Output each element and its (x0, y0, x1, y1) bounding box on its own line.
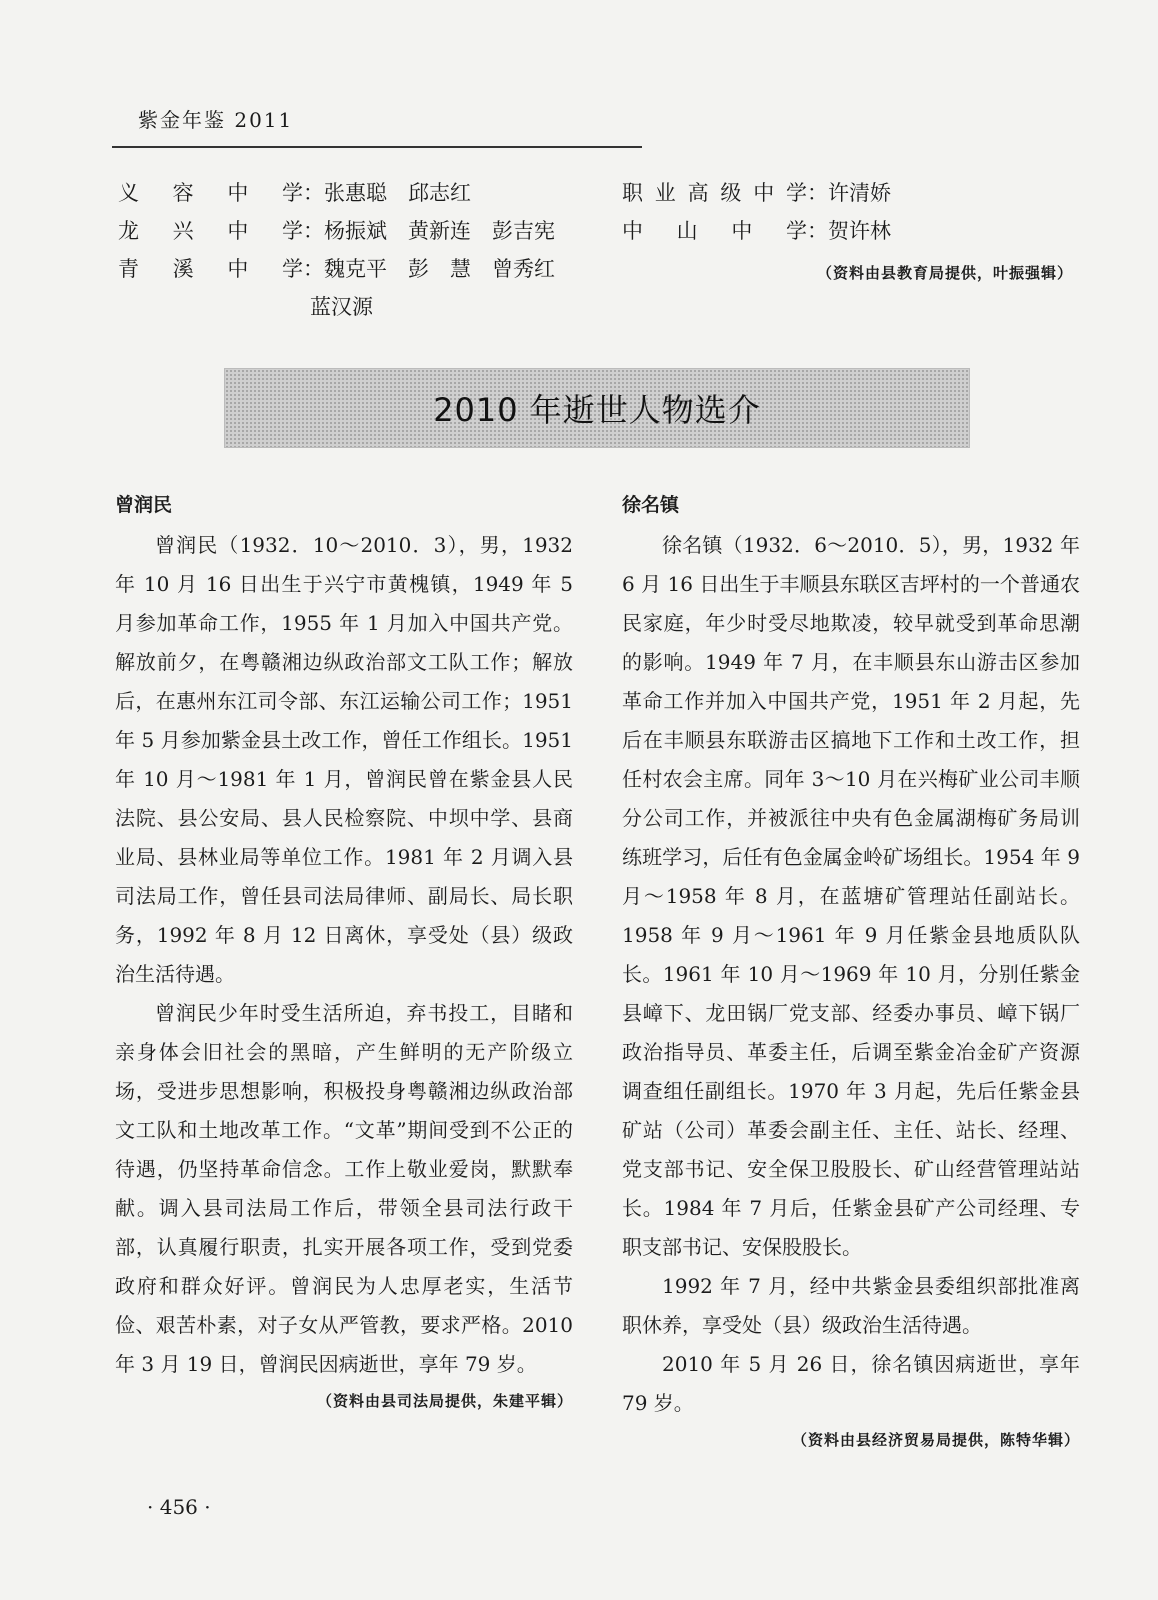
school-row (118, 177, 471, 207)
body-paragraph: 2010 年 5 月 26 日，徐名镇因病逝世，享年 79 岁。 (622, 1352, 1080, 1415)
section-banner (224, 368, 970, 448)
school-row (118, 215, 555, 245)
teacher-names: ：魏克平 彭 慧 曾秀红 (303, 257, 555, 281)
school-name: 青溪中学 (118, 257, 303, 281)
teacher-names: ：贺许林 (807, 219, 891, 243)
source-credit: （资料由县司法局提供，朱建平辑） (316, 1392, 573, 1410)
teacher-names: ：许清娇 (807, 181, 891, 205)
teacher-names: ：张惠聪 邱志红 (303, 181, 471, 205)
school-row-continuation (310, 291, 373, 321)
body-paragraph: 曾润民少年时受生活所迫，弃书投工，目睹和亲身体会旧社会的黑暗，产生鲜明的无产阶级立场，受进步思想影响，积极投身粤赣湘边纵政治部文工队和土地改革工作。“文革”期间受到不公正的待遇，仍坚持革命信念。工作上敬业爱岗，默默奉献。调入县司法局工作后，带领全县司法行政干部，认真履行职责，扎实开展各项工作，受到党委政府和群众好评。曾润民为人忠厚老实，生活节俭、艰苦朴素，对子女从严管教，要求严格。2010 年 3 月 19 日，曾润民因病逝世，享年 79 岁。 (115, 1001, 573, 1376)
person-name: 曾润民 (115, 494, 173, 516)
obituary-right (622, 490, 1080, 1450)
school-name: 义容中学 (118, 181, 303, 205)
teacher-names: 蓝汉源 (310, 295, 373, 319)
school-name: 职业高级中学 (622, 181, 807, 205)
source-credit: （资料由县教育局提供，叶振强辑） (816, 264, 1073, 282)
teacher-names: ：杨振斌 黄新连 彭吉宪 (303, 219, 555, 243)
page-number: · 456 · (147, 1495, 211, 1519)
school-name: 中山中学 (622, 219, 807, 243)
running-head: 紫金年鉴 2011 (138, 108, 294, 132)
school-name: 龙兴中学 (118, 219, 303, 243)
school-row (622, 177, 891, 207)
body-paragraph: 1992 年 7 月，经中共紫金县委组织部批准离职休养，享受处（县）级政治生活待遇。 (622, 1274, 1080, 1337)
person-name: 徐名镇 (622, 494, 680, 516)
school-row (118, 253, 555, 283)
section-title: 2010 年逝世人物选介 (433, 391, 761, 429)
school-row (622, 215, 891, 245)
obituary-left (115, 490, 573, 1411)
body-paragraph: 曾润民（1932．10～2010．3），男，1932 年 10 月 16 日出生于兴宁市黄槐镇，1949 年 5 月参加革命工作，1955 年 1 月加入中国共产党。解放前夕，在粤赣湘边纵政治部文工队工作；解放后，在惠州东江司令部、东江运输公司工作；1951 年 5 月参加紫金县土改工作，曾任工作组长。1951 年 10 月～1981 年 1 月，曾润民曾在紫金县人民法院、县公安局、县人民检察院、中坝中学、县商业局、县林业局等单位工作。1981 年 2 月调入县司法局工作，曾任县司法局律师、副局长、局长职务，1992 年 8 月 12 日离休，享受处（县）级政治生活待遇。 (115, 533, 573, 986)
source-credit: （资料由县经济贸易局提供，陈特华辑） (791, 1431, 1080, 1449)
header-rule (112, 146, 642, 148)
body-paragraph: 徐名镇（1932．6～2010．5），男，1932 年 6 月 16 日出生于丰顺县东联区吉坪村的一个普通农民家庭，年少时受尽地欺凌，较早就受到革命思潮的影响。1949 年 7 月，在丰顺县东山游击区参加革命工作并加入中国共产党，1951 年 2 月起，先后在丰顺县东联游击区搞地下工作和土改工作，担任村农会主席。同年 3～10 月在兴梅矿业公司丰顺分公司工作，并被派往中央有色金属湖梅矿务局训练班学习，后任有色金属金岭矿场组长。1954 年 9 月～1958 年 8 月，在蓝塘矿管理站任副站长。1958 年 9 月～1961 年 9 月任紫金县地质队队长。1961 年 10 月～1969 年 10 月，分别任紫金县嶂下、龙田锅厂党支部、经委办事员、嶂下锅厂政治指导员、革委主任，后调至紫金冶金矿产资源调查组任副组长。1970 年 3 月起，先后任紫金县矿站（公司）革委会副主任、主任、站长、经理、党支部书记、安全保卫股股长、矿山经营管理站站长。1984 年 7 月后，任紫金县矿产公司经理、专职支部书记、安保股股长。 (622, 533, 1080, 1259)
